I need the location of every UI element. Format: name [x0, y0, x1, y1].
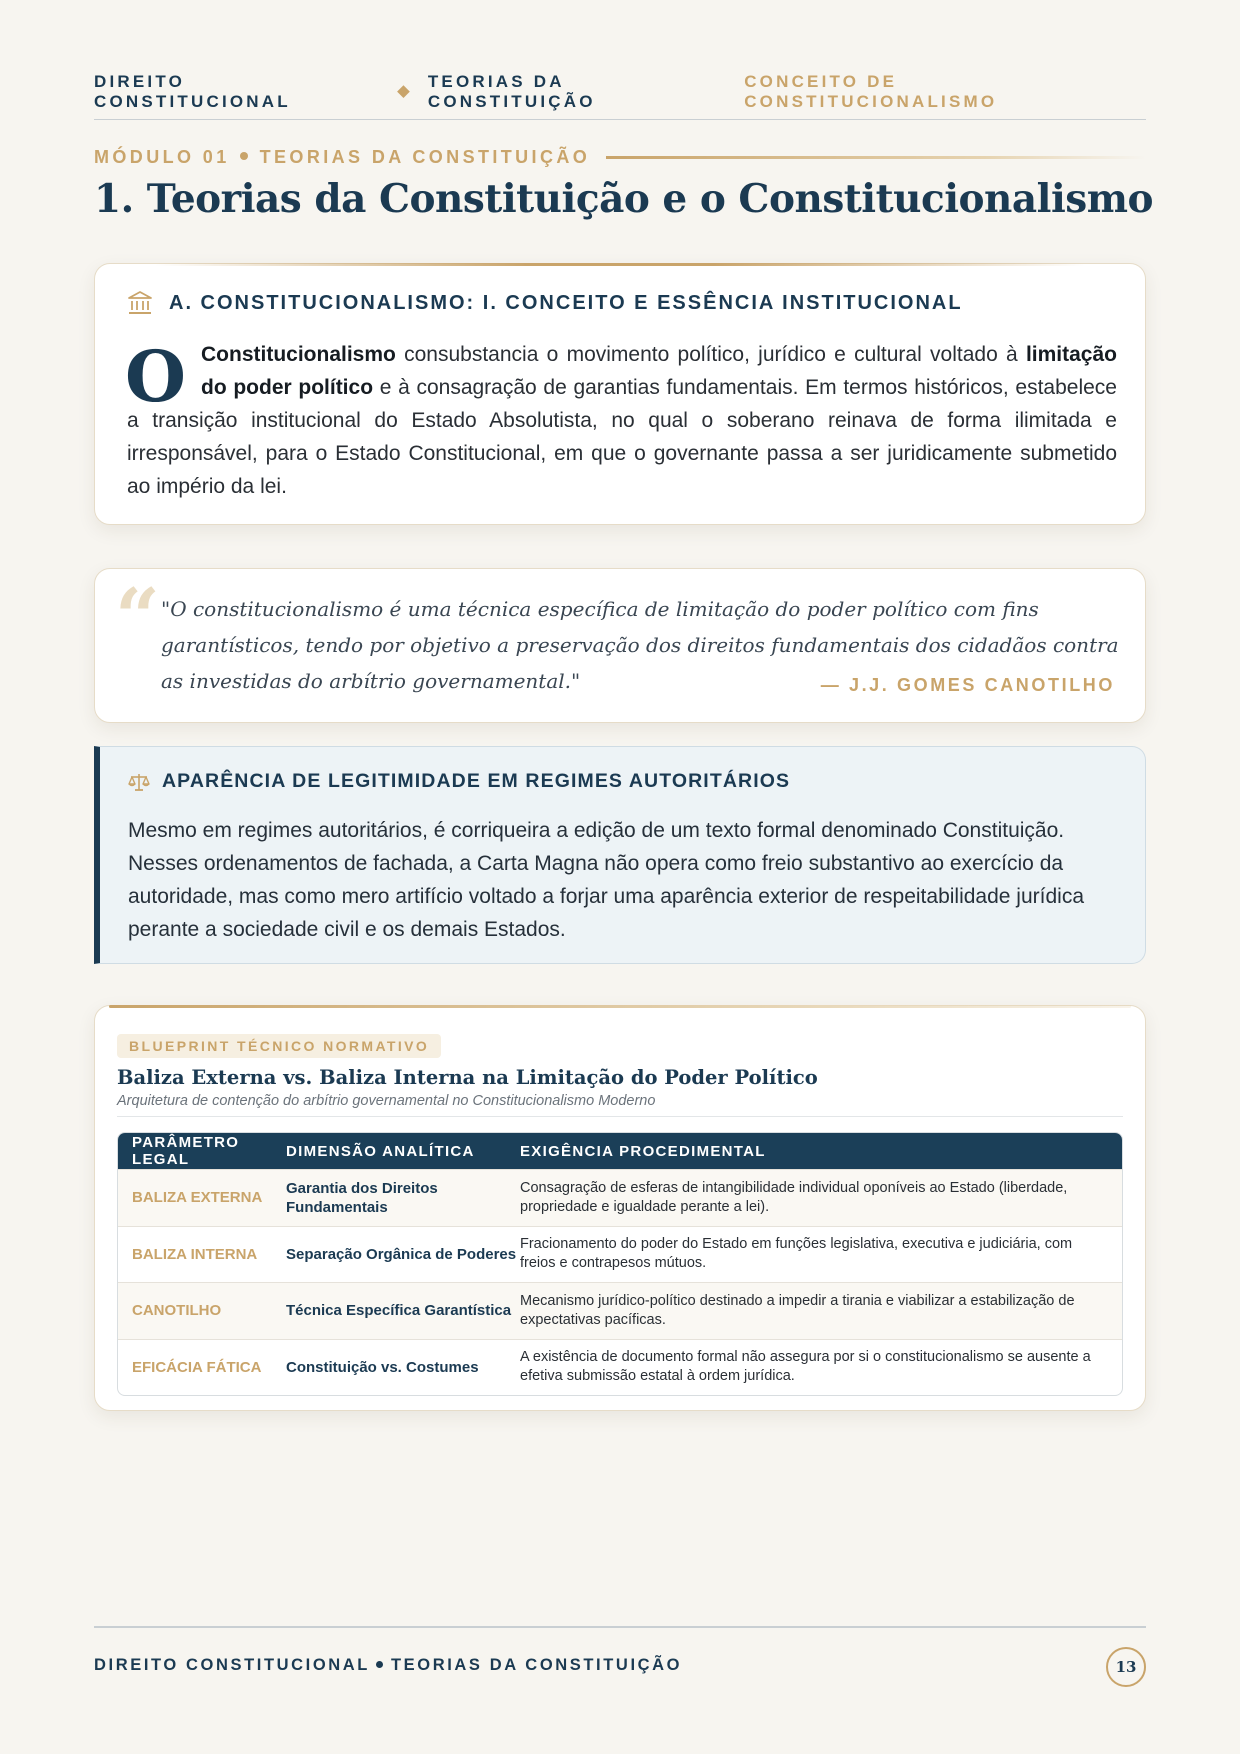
section-a-heading	[127, 290, 963, 316]
cell-requirement: Fracionamento do poder do Estado em funções legislativa, executiva e judiciária, com freios e contrapesos mútuos.	[520, 1236, 1073, 1272]
term-constitucionalismo: Constitucionalismo	[201, 343, 396, 366]
header-subtopic: CONCEITO DE CONSTITUCIONALISMO	[744, 71, 998, 111]
diamond-icon	[397, 85, 410, 98]
bank-icon	[127, 290, 153, 316]
table-row	[118, 1169, 1122, 1226]
column-header: PARÂMETRO LEGAL	[132, 1134, 240, 1168]
cell-requirement: Consagração de esferas de intangibilidade individual oponíveis ao Estado (liberdade, propriedade e igualdade perante a lei).	[520, 1179, 1068, 1215]
drop-cap: O	[125, 335, 186, 418]
blueprint-title: Baliza Externa vs. Baliza Interna na Limitação do Poder Político	[117, 1066, 818, 1089]
footer-topic: TEORIAS DA CONSTITUIÇÃO	[390, 1656, 683, 1674]
column-header: EXIGÊNCIA PROCEDIMENTAL	[520, 1142, 766, 1160]
module-label	[94, 147, 590, 168]
legitimacy-note	[94, 746, 1146, 964]
module-label-row	[94, 144, 1146, 170]
quote-card	[94, 568, 1146, 723]
quote-mark-icon: “	[115, 572, 160, 663]
paragraph-text-2: e à consagração de garantias fundamentais. Em termos históricos, estabelece a transição institucional do Estado Absolutista, no qual o soberano reinava de forma ilimitada e irresponsável, para o Estado Constitucional, em que o governante passa a ser juridicamente submetido ao império da lei.	[127, 376, 1117, 498]
table-row	[118, 1339, 1122, 1396]
section-a-title: A. CONSTITUCIONALISMO: I. CONCEITO E ESSÊNCIA INSTITUCIONAL	[169, 291, 963, 314]
cell-parameter: EFICÁCIA FÁTICA	[132, 1358, 262, 1376]
cell-requirement: Mecanismo jurídico-político destinado a impedir a tirania e viabilizar a estabilização de expectativas pacíficas.	[520, 1292, 1075, 1328]
cell-dimension: Técnica Específica Garantística	[286, 1302, 512, 1320]
legitimacy-heading	[128, 770, 790, 793]
card-accent-bar	[155, 263, 1085, 266]
blueprint-divider	[117, 1116, 1123, 1117]
module-divider	[606, 156, 1146, 159]
cell-parameter: CANOTILHO	[132, 1302, 222, 1320]
quote-text: "O constitucionalismo é uma técnica específica de limitação do poder político com fins garantísticos, tendo por objetivo a preservação dos direitos fundamentais dos cidadãos contra as investidas do arbítrio governamental."	[161, 597, 1119, 693]
cell-dimension: Separação Orgânica de Poderes	[286, 1245, 517, 1263]
blueprint-card	[94, 1005, 1146, 1411]
running-footer	[94, 1656, 682, 1675]
footer-subject: DIREITO CONSTITUCIONAL	[94, 1656, 370, 1674]
page-number: 13	[1106, 1647, 1146, 1687]
cell-dimension: Constituição vs. Costumes	[286, 1358, 479, 1376]
module-number: MÓDULO 01	[94, 146, 230, 167]
term-limitacao: limitação do poder político	[201, 343, 1117, 399]
bullet-dot-icon	[376, 1661, 383, 1668]
header-topic: TEORIAS DA CONSTITUIÇÃO	[427, 71, 596, 111]
cell-parameter: BALIZA INTERNA	[132, 1245, 258, 1263]
paragraph-text-1: consubstancia o movimento político, jurídico e cultural voltado à	[395, 343, 1026, 366]
cell-requirement: A existência de documento formal não assegura por si o constitucionalismo se ausente a efetiva submissão estatal à ordem jurídica.	[520, 1349, 1091, 1385]
table-row	[118, 1226, 1122, 1283]
card-accent-bar	[109, 1005, 1131, 1008]
section-a-paragraph	[125, 335, 1117, 503]
cell-parameter: BALIZA EXTERNA	[132, 1189, 263, 1207]
quote-author: — J.J. GOMES CANOTILHO	[820, 675, 1115, 695]
module-topic: TEORIAS DA CONSTITUIÇÃO	[259, 146, 591, 167]
header-subject: DIREITO CONSTITUCIONAL	[94, 71, 291, 111]
footer-divider	[94, 1626, 1146, 1628]
legitimacy-body: Mesmo em regimes autoritários, é corriqueira a edição de um texto formal denominado Constituição. Nesses ordenamentos de fachada, a Carta Magna não opera como freio substantivo ao exercício da autoridade, mas como mero artifício voltado a forjar uma aparência exterior de respeitabilidade jurídica perante a sociedade civil e os demais Estados.	[128, 819, 1084, 941]
table-row	[118, 1282, 1122, 1339]
bullet-dot-icon	[240, 152, 248, 160]
column-header: DIMENSÃO ANALÍTICA	[286, 1142, 475, 1160]
blueprint-badge: BLUEPRINT TÉCNICO NORMATIVO	[117, 1034, 441, 1058]
scale-icon	[128, 771, 150, 793]
comparison-table	[117, 1132, 1123, 1396]
section-a-card	[94, 263, 1146, 525]
legitimacy-title: APARÊNCIA DE LEGITIMIDADE EM REGIMES AUTORITÁRIOS	[162, 770, 791, 792]
running-header	[94, 71, 1146, 120]
table-header-row	[118, 1133, 1122, 1169]
page-title: 1. Teorias da Constituição e o Constitucionalismo	[94, 176, 1154, 222]
cell-dimension: Garantia dos Direitos Fundamentais	[286, 1179, 438, 1216]
blueprint-subtitle: Arquitetura de contenção do arbítrio governamental no Constitucionalismo Moderno	[117, 1093, 656, 1109]
